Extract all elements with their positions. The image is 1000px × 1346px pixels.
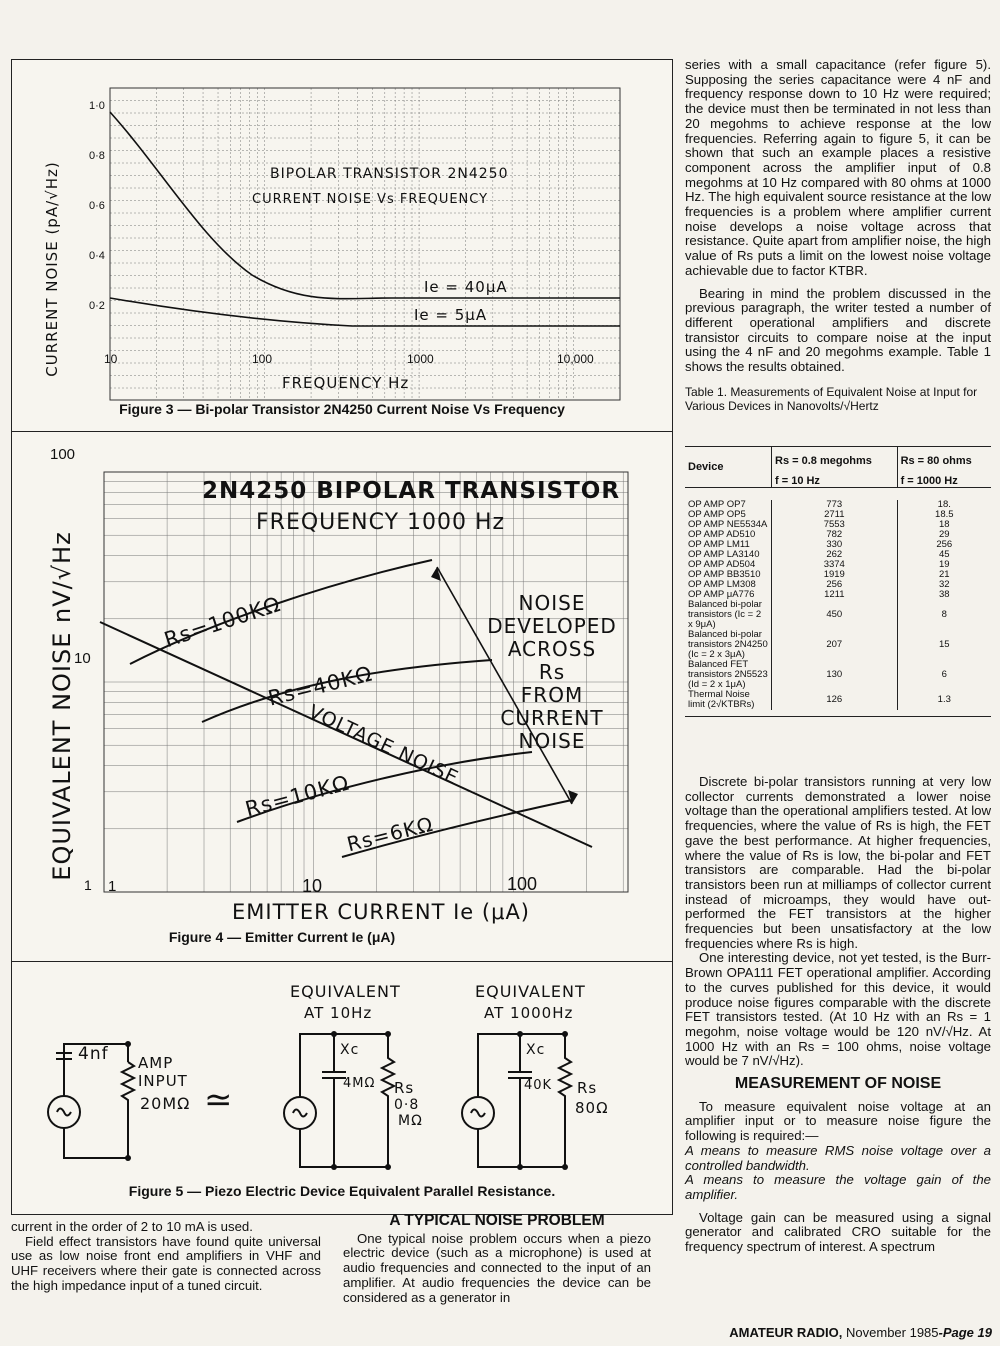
table-cell-device: Balanced FET transistors 2N5523 (Id = 2 x 1μA) (688, 659, 768, 690)
figure-3-panel (11, 59, 673, 433)
fig5-eq1-title: EQUIVALENT (290, 982, 401, 1001)
fig4-note-line: NOISE (518, 729, 586, 753)
table-cell-value: 1.3 (897, 690, 991, 710)
fig5-approx: ≃ (204, 1081, 233, 1119)
table-cell-value: 8 (897, 600, 991, 630)
table-cell-value: 256 (772, 580, 898, 590)
table-header-col1-a: Rs = 0.8 megohms (775, 455, 872, 467)
fig4-title-1: 2N4250 BIPOLAR TRANSISTOR (202, 478, 621, 504)
bottom-left-column (11, 1220, 321, 1294)
table-cell-device: Thermal Noise limit (2√KTBRs) (688, 689, 755, 710)
fig4-rs-100k-label: Rs=100KΩ (161, 591, 284, 653)
fig3-ytick: 1·0 (89, 100, 105, 112)
table-cell-device: OP AMP LA3140 (688, 549, 760, 560)
fig3-xtick: 10 (104, 352, 118, 366)
table-cell-value: 450 (772, 600, 898, 630)
table-cell-value: 18.5 (897, 510, 991, 520)
table-title: Table 1. Measurements of Equivalent Noise at Input for Various Devices in Nanovolts/√Hertz (685, 384, 978, 413)
fig4-ytick-bot: 1 (84, 877, 92, 893)
table-cell-value: 330 (772, 540, 898, 550)
fig4-rs-40k-label: Rs=40KΩ (265, 661, 375, 711)
table-cell-device: OP AMP μA776 (688, 589, 755, 600)
fig4-xtick: 1 (108, 878, 117, 895)
list-item: A means to measure the voltage gain of the amplifier. (685, 1172, 991, 1202)
table-cell-device: Balanced bi-polar transistors (Ic = 2 x 9μA) (688, 599, 762, 630)
fig4-rs-10k-label: Rs=10KΩ (242, 770, 352, 822)
fig3-curve-label-5: Ie = 5μA (414, 306, 488, 324)
table-header-col2-b: f = 1000 Hz (900, 475, 958, 487)
figure-3-caption: Figure 3 — Bi-polar Transistor 2N4250 Current Noise Vs Frequency (119, 401, 565, 417)
table-header-col2-a: Rs = 80 ohms (900, 455, 972, 467)
table-cell-device: OP AMP LM11 (688, 539, 750, 550)
right-column-top (685, 58, 991, 413)
table-cell-value: 126 (772, 690, 898, 710)
footer-page: -Page 19 (938, 1325, 992, 1340)
table-cell-value: 2711 (772, 510, 898, 520)
table-cell-value: 15 (897, 630, 991, 660)
fig3-x-label: FREQUENCY Hz (282, 374, 410, 392)
table-cell-value: 18. (897, 500, 991, 510)
table-cell-value: 773 (772, 500, 898, 510)
table-row (685, 630, 991, 660)
fig4-note-line: NOISE (518, 591, 586, 615)
table-cell-value: 32 (897, 580, 991, 590)
table-cell-value: 7553 (772, 520, 898, 530)
fig5-rs2-a: Rs (577, 1079, 598, 1097)
fig5-eq1-sub: AT 10Hz (304, 1004, 373, 1022)
table-cell-device: OP AMP LM308 (688, 579, 756, 590)
fig3-ytick: 0·8 (89, 150, 105, 162)
table-row (685, 660, 991, 690)
table-cell-value: 21 (897, 570, 991, 580)
table-cell-device: OP AMP BB3510 (688, 569, 761, 580)
table-cell-value: 45 (897, 550, 991, 560)
table-cell-value: 1211 (772, 590, 898, 600)
curve-ie-5ua (110, 298, 620, 326)
fig3-ytick: 0·4 (89, 250, 105, 262)
table-cell-value: 1919 (772, 570, 898, 580)
body-paragraph: series with a small capacitance (refer figure 5). Supposing the series capacitance were 4 nF and frequency response down to 10 Hz were required; the device must then be terminated in not less than 20 megohms to achieve response at the low frequencies. Referring again to figure 5, it can be shown that such an example places a resistive component across the amplifier input of 0.8 megohms at 10 Hz compared with 80 ohms at 1000 Hz. The high equivalent source resistance at the low frequencies is a problem where amplifier current noise develops a noise voltage across that resistance. Quite apart from amplifier noise, the high value of Rs puts a limit on the lowest noise voltage achievable due to factor KTBR. (685, 57, 991, 278)
fig5-amp-label-2: INPUT (138, 1072, 188, 1090)
fig3-title-1: BIPOLAR TRANSISTOR 2N4250 (270, 166, 509, 182)
fig3-curve-label-40: Ie = 40μA (424, 278, 508, 296)
table-cell-value: 19 (897, 560, 991, 570)
table-row (685, 600, 991, 630)
table-cell-value: 29 (897, 530, 991, 540)
fig5-eq2-sub: AT 1000Hz (484, 1004, 574, 1022)
table-header-col1 (772, 447, 898, 488)
fig4-xtick: 100 (507, 874, 538, 894)
section-heading: A TYPICAL NOISE PROBLEM (389, 1212, 605, 1229)
figure-4-panel (11, 431, 673, 963)
fig5-xc-1: Xc (340, 1042, 360, 1058)
table-cell-device: OP AMP OP7 (688, 499, 746, 510)
table-cell-device: OP AMP AD510 (688, 529, 756, 540)
body-paragraph: Field effect transistors have found quite universal use as low noise front end amplifiers in VHF and UHF receivers where their gate is connected across the high impedance input of a tuned circuit. (11, 1233, 321, 1293)
table-cell-value: 130 (772, 660, 898, 690)
fig5-c2: 40K (524, 1078, 553, 1093)
table-cell-value: 782 (772, 530, 898, 540)
fig4-rs-6k-label: Rs=6KΩ (344, 811, 436, 857)
fig5-rs2-b: 80Ω (575, 1099, 609, 1117)
fig5-rs1-a: Rs (394, 1079, 415, 1097)
fig4-x-label: EMITTER CURRENT Ie (μA) (232, 900, 530, 924)
fig4-note-line: Rs (538, 660, 566, 684)
fig5-cap-label: 4nf (78, 1044, 109, 1064)
body-paragraph: Voltage gain can be measured using a signal generator and calibrated CRO suitable for the frequency spectrum of interest. A spectrum (685, 1209, 991, 1255)
table-cell-value: 3374 (772, 560, 898, 570)
fig5-eq2-title: EQUIVALENT (475, 982, 586, 1001)
fig4-note-line: ACROSS (507, 637, 597, 661)
table-spacer (685, 710, 991, 717)
table-cell-device: OP AMP OP5 (688, 509, 746, 520)
body-paragraph: Bearing in mind the problem discussed in the previous paragraph, the writer tested a number of different operational amplifiers and discrete transistor circuits to compare noise at the input using the 4 nF and 20 megohms example. Table 1 shows the results obtained. (685, 285, 991, 375)
fig4-note-line: CURRENT (500, 706, 604, 730)
table-body (685, 500, 991, 710)
table-cell-value: 38 (897, 590, 991, 600)
arrow-head-bottom (568, 790, 578, 804)
fig4-title-2: FREQUENCY 1000 Hz (256, 510, 506, 535)
fig3-xtick: 1000 (407, 352, 434, 366)
fig5-xc-2: Xc (526, 1042, 546, 1058)
fig3-title-2: CURRENT NOISE Vs FREQUENCY (252, 192, 489, 207)
arrow-head-top (431, 567, 441, 581)
figure-5-caption: Figure 5 — Piezo Electric Device Equivalent Parallel Resistance. (128, 1183, 556, 1199)
right-column-bottom (685, 775, 991, 1255)
fig5-rs1-c: MΩ (398, 1113, 423, 1129)
fig4-note-line: DEVELOPED (487, 614, 617, 638)
fig5-amp-label-3: 20MΩ (140, 1094, 191, 1113)
table-cell-device: Balanced bi-polar transistors 2N4250 (Ic = 2 x 3μA) (688, 629, 768, 660)
table-header-col2 (897, 447, 991, 488)
fig4-ytick-mid: 10 (74, 650, 91, 667)
body-paragraph: One typical noise problem occurs when a piezo electric device (such as a microphone) is used at audio frequencies and connected to the input of an amplifier. At audio frequencies the device can be considered as a generator in (343, 1230, 651, 1305)
fig4-y-label: EQUIVALENT NOISE nV/√Hz (48, 531, 76, 881)
body-paragraph: One interesting device, not yet tested, is the Burr-Brown OPA111 FET operational amplifier. According to the curves published for this device, it would produce noise figures comparable with the discrete FET transistors tested. (At 10 Hz with an Rs = 1 megohm, noise voltage would be 120 nV/√Hz. At 1000 Hz with an Rs = 100 ohms, noise voltage would be 7 nV/√Hz). (685, 950, 991, 1069)
table-cell-value: 6 (897, 660, 991, 690)
section-heading: MEASUREMENT OF NOISE (734, 1075, 942, 1093)
figure-4-caption: Figure 4 — Emitter Current Ie (μA) (168, 929, 396, 945)
body-paragraph: current in the order of 2 to 10 mA is used. (11, 1219, 253, 1234)
footer-date: November 1985 (846, 1325, 939, 1340)
fig5-amp-label-1: AMP (138, 1054, 174, 1072)
fig4-note (462, 592, 642, 753)
table-row (685, 690, 991, 710)
fig3-ytick: 0·6 (89, 200, 105, 212)
table-header-device: Device (688, 461, 724, 473)
fig3-xtick: 100 (252, 352, 273, 366)
fig5-rs1-b: 0·8 (394, 1097, 420, 1113)
fig3-xtick: 10,000 (557, 352, 594, 366)
table-cell-device: OP AMP NE5534A (688, 519, 768, 530)
table-1 (685, 446, 991, 717)
table-header-col1-b: f = 10 Hz (775, 475, 820, 487)
body-paragraph: Discrete bi-polar transistors running at very low collector currents demonstrated a lower noise voltage than the operational amplifiers tested. At low frequencies, where the value of Rs is high, the FET gave the best performance. At higher frequencies, where the value of Rs is low, the bi-polar and FET transistors are comparable. Had the bi-polar transistors been run at milliamps of collector current instead of microamps, they would have out-performed the FET transistors at the higher frequencies but been unsatisfactory at the low frequencies where Rs is high. (685, 774, 991, 951)
fig5-c1: 4MΩ (343, 1076, 376, 1091)
body-paragraph: To measure equivalent noise voltage at an amplifier input or to measure noise figure the following is required:— (685, 1098, 991, 1144)
list-item: A means to measure RMS noise voltage over a controlled bandwidth. (685, 1142, 991, 1173)
figure-5-panel (11, 961, 673, 1215)
fig3-y-label: CURRENT NOISE (pA/√Hz) (43, 161, 61, 377)
table-cell-value: 256 (897, 540, 991, 550)
table-cell-value: 18 (897, 520, 991, 530)
footer-magazine: AMATEUR RADIO, (729, 1325, 843, 1340)
fig4-xtick: 10 (302, 876, 323, 896)
table-cell-value: 262 (772, 550, 898, 560)
fig4-voltage-noise-label: VOLTAGE NOISE (304, 700, 463, 790)
table-cell-device: OP AMP AD504 (688, 559, 756, 570)
bottom-mid-column (343, 1214, 651, 1305)
fig3-ytick: 0·2 (89, 300, 105, 312)
fig4-ytick-top: 100 (50, 446, 76, 463)
table-cell-value: 207 (772, 630, 898, 660)
fig4-note-line: FROM (520, 683, 584, 707)
page-footer (729, 1325, 992, 1340)
